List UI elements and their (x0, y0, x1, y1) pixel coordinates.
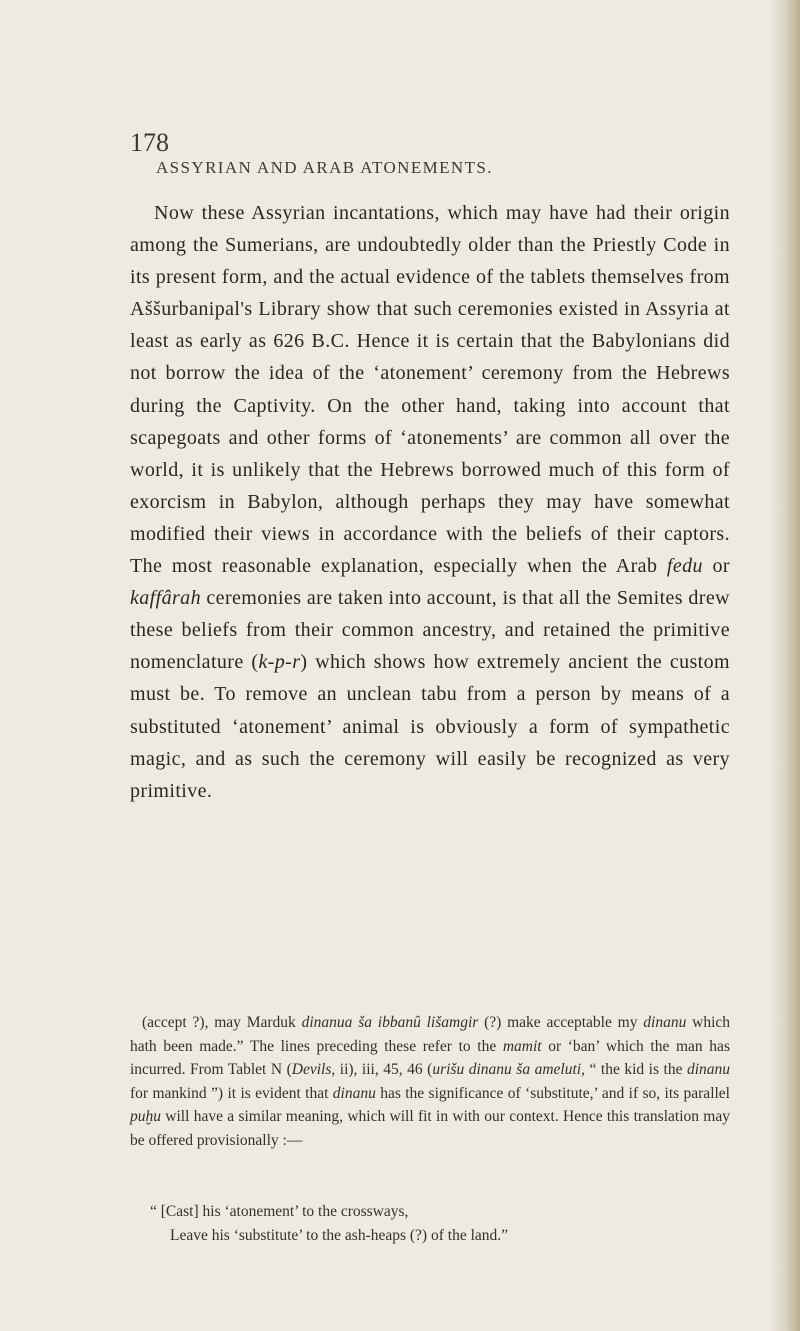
footnote-term: dinanu (643, 1014, 687, 1031)
footnote-text: for mankind ”) it is evident that (130, 1084, 333, 1102)
term-fedu: fedu (666, 555, 703, 578)
footnote-term: dinanu (332, 1084, 376, 1102)
footnote-text: , ii), iii, 45, 46 ( (331, 1061, 433, 1079)
quote-line-2: Leave his ‘substitute’ to the ash-heaps (?) of the land.” (170, 1226, 509, 1244)
footnote-quote (150, 1200, 730, 1247)
footnote-term: puḫu (130, 1108, 161, 1126)
term-kaffarah: kaffârah (130, 587, 201, 610)
footnote-text: which hath been made.” The lines preceding these refer to the (130, 1014, 731, 1055)
main-text-part: or (702, 555, 730, 578)
footnote-text: (?) make acceptable my (478, 1014, 644, 1031)
main-text-part: Now these Assyrian incantations, which may have had their origin among the Sumerians, are undoubtedly older than the Priestly Code in its present form, and the actual evidence of the tablets themselves from Aššurbanipal's Library show that such ceremonies existed in Assyria at least as early as 626 B.C. Hence it is certain that the Babylonians did not borrow the idea of the ‘atonement’ ceremony from the Hebrews during the Captivity. On the other hand, taking into account that scapegoats and other forms of ‘atonements’ are common all over the world, it is unlikely that the Hebrews borrowed much of this form of exorcism in Babylon, although perhaps they may have somewhat modified their views in accordance with the beliefs of their captors. The most reasonable explanation, especially when the Arab (130, 202, 730, 578)
footnote-text: , “ the kid is the (581, 1061, 687, 1079)
main-text-part: ) which shows how extremely ancient the custom must be. To remove an unclean tabu from a person by means of a substituted ‘atonement’ animal is obviously a form of sympathetic magic, and as such the ceremony will easily be recognized as very primitive. (130, 651, 730, 802)
footnote-text: (accept ?), may Marduk (142, 1014, 302, 1031)
term-kpr: k-p-r (258, 651, 301, 674)
running-head: ASSYRIAN AND ARAB ATONEMENTS. (156, 158, 493, 177)
footnote-paragraph (130, 1011, 730, 1153)
page-edge-shadow (770, 0, 800, 1331)
main-paragraph (130, 197, 730, 807)
main-text-part: ceremonies are taken into account, is that all the Semites drew these beliefs from their common ancestry, and retained the primitive nomenclature ( (130, 587, 730, 674)
footnote-text: or ‘ban’ which the man has incurred. From Tablet N ( (130, 1037, 730, 1079)
footnote-term: mamit (502, 1037, 542, 1055)
footnote-term: urišu dinanu ša ameluti (432, 1061, 582, 1079)
quote-line-1: “ [Cast] his ‘atonement’ to the crossways, (150, 1203, 409, 1220)
footnote-term: Devils (291, 1061, 332, 1079)
footnote-text: has the significance of ‘substitute,’ and if so, its parallel (375, 1084, 730, 1102)
footnote-term: dinanua ša ibbanû lišamgir (301, 1014, 479, 1031)
page-header (130, 128, 730, 188)
footnote-text: will have a similar meaning, which will fit in with our context. Hence this translation may be offered provisionally :— (130, 1108, 730, 1149)
page-number: 178 (130, 128, 169, 157)
footnote-term: dinanu (686, 1061, 731, 1079)
